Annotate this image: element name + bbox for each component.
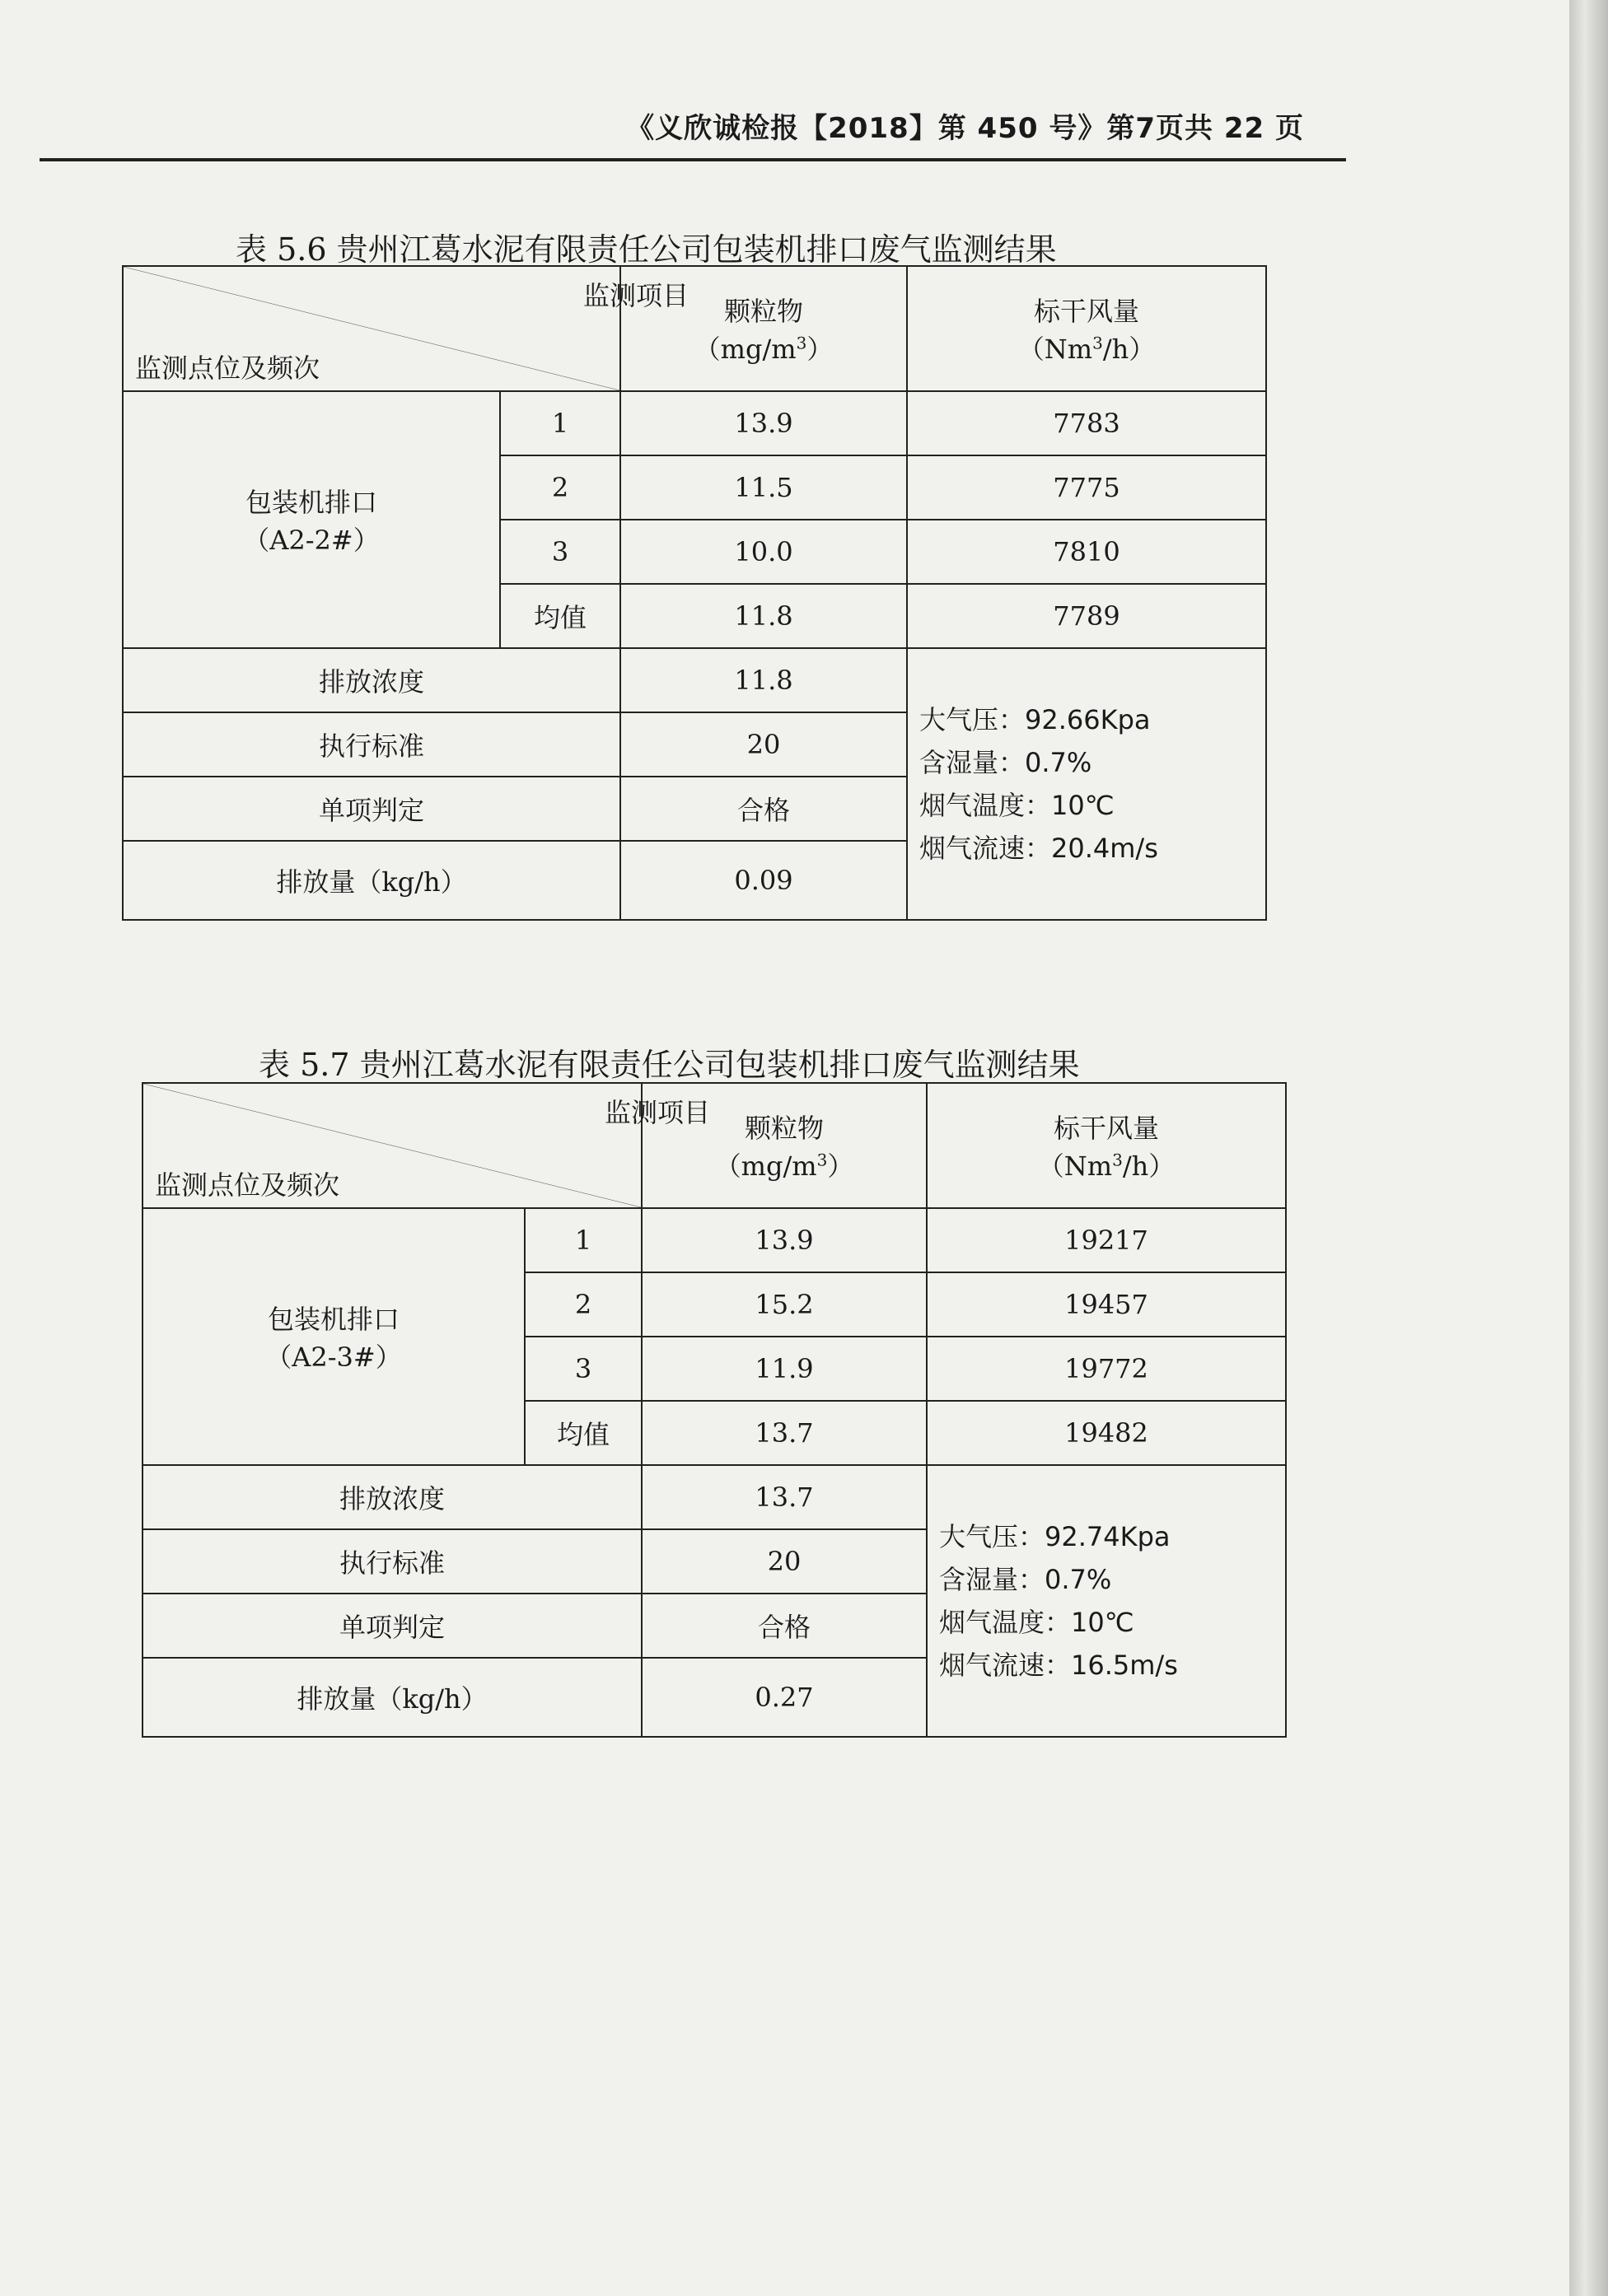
note-humidity: 含湿量：0.7%: [939, 1564, 1112, 1595]
summary-value: 20: [620, 712, 907, 777]
col-header-airflow-name: 标干风量: [1053, 1113, 1159, 1144]
summary-label: 单项判定: [143, 1594, 642, 1658]
particulate-cell: 10.0: [620, 520, 907, 584]
corner-bottom-label: 监测点位及频次: [155, 1169, 340, 1201]
summary-label: 排放量（kg/h）: [123, 841, 620, 920]
note-velocity: 烟气流速：20.4m/s: [919, 833, 1158, 864]
freq-cell: 3: [525, 1337, 642, 1401]
page-binding-edge: [1569, 0, 1608, 2296]
particulate-cell: 13.9: [620, 391, 907, 455]
note-velocity: 烟气流速：16.5m/s: [939, 1650, 1178, 1681]
summary-value: 合格: [642, 1594, 927, 1658]
freq-cell: 均值: [500, 584, 620, 648]
col-header-particulate-name: 颗粒物: [744, 1113, 824, 1144]
note-temperature: 烟气温度：10℃: [919, 790, 1115, 821]
summary-label: 单项判定: [123, 777, 620, 841]
conditions-note: [927, 1465, 1286, 1737]
airflow-cell: 19772: [927, 1337, 1286, 1401]
col-header-airflow-unit: （Nm$^3$/h）: [1037, 1150, 1176, 1182]
summary-value: 0.09: [620, 841, 907, 920]
corner-bottom-label: 监测点位及频次: [135, 352, 320, 384]
summary-value: 0.27: [642, 1658, 927, 1737]
corner-top-label: 监测项目: [582, 280, 689, 311]
col-header-airflow: [927, 1083, 1286, 1208]
freq-cell: 2: [525, 1272, 642, 1337]
summary-label: 执行标准: [143, 1529, 642, 1594]
note-temperature: 烟气温度：10℃: [939, 1607, 1134, 1638]
table-5-7-caption: 表 5.7 贵州江葛水泥有限责任公司包装机排口废气监测结果: [259, 1047, 1080, 1083]
point-code: （A2-3#）: [265, 1342, 402, 1373]
header-rule: [40, 158, 1346, 161]
table-5-6: [122, 265, 1267, 921]
summary-label: 排放浓度: [143, 1465, 642, 1529]
particulate-cell: 13.7: [642, 1401, 927, 1465]
freq-cell: 均值: [525, 1401, 642, 1465]
corner-top-label: 监测项目: [604, 1097, 710, 1128]
airflow-cell: 7775: [907, 455, 1266, 520]
particulate-cell: 15.2: [642, 1272, 927, 1337]
col-header-particulate-name: 颗粒物: [723, 296, 803, 327]
monitoring-point: [143, 1208, 525, 1465]
col-header-particulate-unit: $(mg/m^3)$: [714, 1150, 854, 1182]
monitoring-point: [123, 391, 500, 648]
col-header-airflow: [907, 266, 1266, 391]
summary-label: 排放浓度: [123, 648, 620, 712]
summary-value: 20: [642, 1529, 927, 1594]
note-humidity: 含湿量：0.7%: [919, 747, 1092, 778]
summary-value: 13.7: [642, 1465, 927, 1529]
airflow-cell: 19457: [927, 1272, 1286, 1337]
freq-cell: 1: [525, 1208, 642, 1272]
table-5-7: [142, 1082, 1287, 1738]
col-header-particulate-unit: $(mg/m^3)$: [694, 333, 834, 365]
summary-value: 11.8: [620, 648, 907, 712]
note-pressure: 大气压：92.74Kpa: [939, 1521, 1171, 1552]
freq-cell: 3: [500, 520, 620, 584]
airflow-cell: 7783: [907, 391, 1266, 455]
corner-header: [123, 266, 689, 391]
airflow-cell: 7810: [907, 520, 1266, 584]
note-pressure: 大气压：92.66Kpa: [919, 704, 1151, 735]
freq-cell: 1: [500, 391, 620, 455]
summary-label: 排放量（kg/h）: [143, 1658, 642, 1737]
summary-label: 执行标准: [123, 712, 620, 777]
corner-header: [143, 1083, 710, 1208]
col-header-airflow-unit: （Nm$^3$/h）: [1017, 333, 1156, 365]
freq-cell: 2: [500, 455, 620, 520]
airflow-cell: 19217: [927, 1208, 1286, 1272]
airflow-cell: 19482: [927, 1401, 1286, 1465]
particulate-cell: 11.8: [620, 584, 907, 648]
summary-value: 合格: [620, 777, 907, 841]
conditions-note: [907, 648, 1266, 920]
col-header-airflow-name: 标干风量: [1033, 296, 1139, 327]
table-5-6-caption: 表 5.6 贵州江葛水泥有限责任公司包装机排口废气监测结果: [236, 231, 1057, 268]
particulate-cell: 13.9: [642, 1208, 927, 1272]
particulate-cell: 11.5: [620, 455, 907, 520]
point-code: （A2-2#）: [243, 525, 380, 556]
particulate-cell: 11.9: [642, 1337, 927, 1401]
report-header: 《义欣诚检报【2018】第 450 号》第7页共 22 页: [626, 112, 1304, 145]
point-name: 包装机排口: [267, 1304, 400, 1335]
airflow-cell: 7789: [907, 584, 1266, 648]
point-name: 包装机排口: [245, 487, 377, 518]
